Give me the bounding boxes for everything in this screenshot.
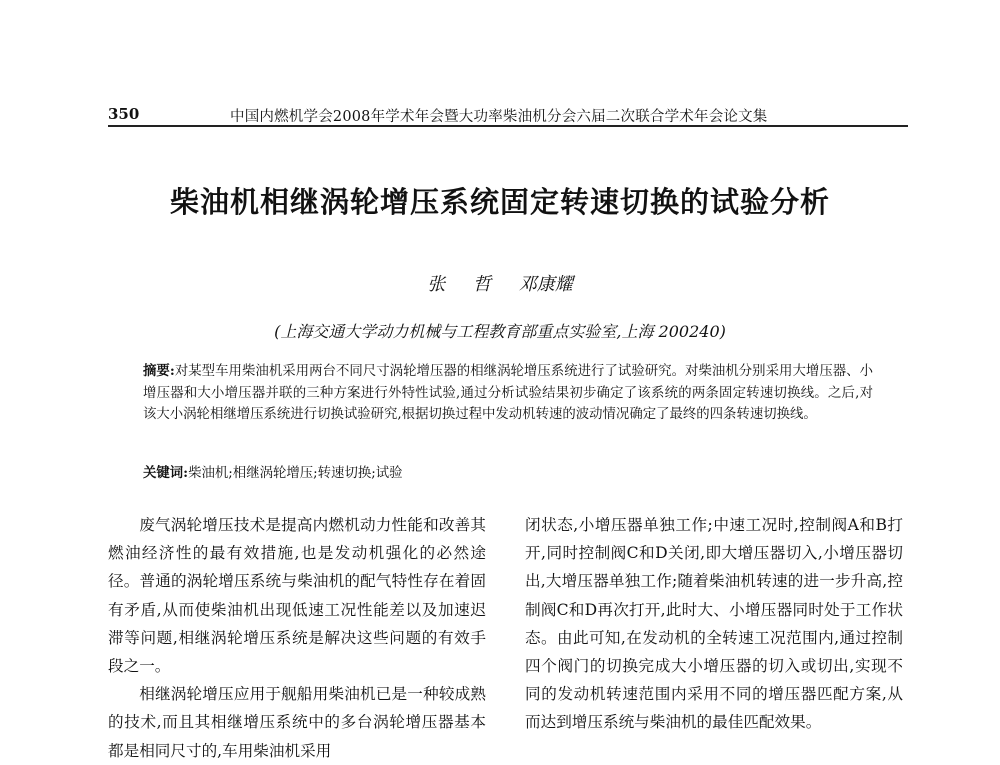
paper-title: 柴油机相继涡轮增压系统固定转速切换的试验分析 — [169, 185, 830, 219]
body-paragraph: 闭状态,小增压器单独工作;中速工况时,控制阀A和B打开,同时控制阀C和D关闭,即大增压器切入,小增压器切出,大增压器单独工作;随着柴油机转速的进一步升高,控制阀C和D再次打开,此时大、小增压器同时处于工作状态。由此可知,在发动机的全转速工况范围内,通过控制四个阀门的切换完成大小增压器的切入或切出,实现不同的发动机转速范围内采用不同的增压器匹配方案,从而达到增压系统与柴油机的最佳匹配效果。 — [525, 516, 903, 732]
keywords — [143, 462, 873, 481]
body-right-column — [525, 511, 903, 737]
authors: 张 哲 邓康耀 — [427, 274, 573, 295]
keywords-label: 关键词: — [143, 465, 189, 481]
body-paragraph: 废气涡轮增压技术是提高内燃机动力性能和改善其燃油经济性的最有效措施,也是发动机强化的必然途径。普通的涡轮增压系统与柴油机的配气特性存在着固有矛盾,从而使柴油机出现低速工况性能差以及加速迟滞等问题,相继涡轮增压系统是解决这些问题的有效手段之一。 — [108, 516, 486, 676]
keywords-text: 柴油机;相继涡轮增压;转速切换;试验 — [188, 466, 403, 481]
running-header — [108, 103, 908, 127]
page-number: 350 — [108, 105, 140, 123]
abstract — [143, 361, 873, 426]
abstract-label: 摘要: — [143, 363, 175, 379]
abstract-text: 对某型车用柴油机采用两台不同尺寸涡轮增压器的相继涡轮增压系统进行了试验研究。对柴油机分别采用大增压器、小增压器和大小增压器并联的三种方案进行外特性试验,通过分析试验结果初步确定了该系统的两条固定转速切换线。之后,对该大小涡轮相继增压系统进行切换试验研究,根据切换过程中发动机转速的波动情况确定了最终的四条转速切换线。 — [143, 364, 873, 422]
body-paragraph: 相继涡轮增压应用于舰船用柴油机已是一种较成熟的技术,而且其相继增压系统中的多台涡轮增压器基本都是相同尺寸的,车用柴油机采用 — [108, 685, 486, 760]
body-left-column — [108, 511, 486, 765]
running-title: 中国内燃机学会2008年学术年会暨大功率柴油机分会六届二次联合学术年会论文集 — [230, 109, 768, 125]
affiliation: (上海交通大学动力机械与工程教育部重点实验室,上海 200240) — [274, 322, 726, 341]
